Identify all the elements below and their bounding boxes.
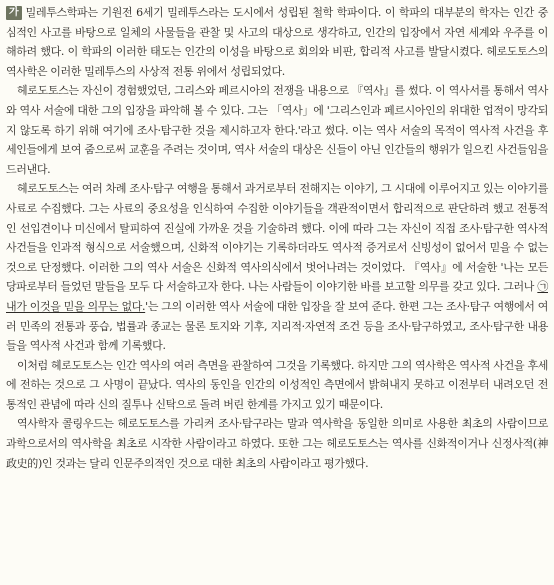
paragraph-3 — [6, 179, 548, 355]
paragraph-1-text: 밀레투스학파는 기원전 6세기 밀레투스라는 도시에서 성립된 철학 학파이다. 이 학파의 대부분의 학자는 인간 중심적인 사고를 바탕으로 일체의 사물들을 관찰 및 사고의 대상으로 생각하고, 인간의 입장에서 자연 세계와 우주를 이해하려 했다. 이 학파의 이러한 태도는 인간의 이성을 바탕으로 회의와 비판, 합리적 사고를 발달시켰다. 헤로도토스의 역사학은 이러한 밀레투스의 사상적 전통 위에서 성립되었다. — [6, 6, 548, 78]
paragraph-3-text-before: 헤로도토스는 여러 차례 조사·탐구 여행을 통해서 과거로부터 전해지는 이야기, 그 시대에 이루어지고 있는 이야기를 사료로 수집했다. 그는 사료의 중요성을 인식하여 수집한 이야기들을 객관적이면서 합리적으로 판단하려 했고 전통적인 선입견이나 미신에서 탈피하여 진실에 가까운 것을 기술하려 했다. 이에 따라 그는 자신이 직접 조사·탐구한 역사적 사건들을 인과적 형식으로 서술했으며, 신화적 이야기는 기록하더라도 역사적 증거로서 신빙성이 없어서 믿을 수 없는 것으로 단정했다. 이러한 그의 역사 서술은 신화적 역사의식에서 벗어나려는 것이었다. 『역사』에 서술한 '나는 모든 당파로부터 들었던 말들을 모두 다 서술하고자 한다. 나는 사람들이 이야기한 바를 보고할 의무를 갖고 있다. 그러나 — [6, 182, 548, 294]
paragraph-4-text: 이처럼 헤로도토스는 인간 역사의 여러 측면을 관찰하여 그것을 기록했다. 하지만 그의 역사학은 역사적 사건을 후세에 전하는 것으로 그 사명이 끝났다. 역사의 동인을 인간의 이성적인 측면에서 밝혀내지 못하고 이전부터 내려오던 전통적인 관념에 따라 신의 질투나 신탁으로 돌려 버린 한계를 가지고 있기 때문이다. — [6, 358, 548, 411]
paragraph-3-text-after: '는 그의 이러한 역사 서술에 대한 입장을 잘 보여 준다. 한편 그는 조사·탐구 여행에서 여러 민족의 전통과 풍습, 법률과 종교는 물론 토지와 기후, 지리적·자연적 조건 등을 조사·탐구하였고, 조사·탐구한 내용들을 역사적 사건과 함께 기록했다. — [6, 299, 548, 353]
paragraph-4 — [6, 356, 548, 415]
paragraph-5-text: 역사학자 콜링우드는 헤로도토스를 가리켜 조사·탐구라는 말과 역사학을 동일한 의미로 사용한 최초의 사람이므로 과학으로서의 역사학을 최초로 시작한 사람이라고 하였다. 또한 그는 헤로도토스는 역사를 신화적이거나 신정사적(神政史的)인 것과는 달리 인문주의적인 것으로 대한 최초의 사람이라고 평가했다. — [6, 417, 548, 470]
paragraph-2-text: 헤로도토스는 자신이 경험했었던, 그리스와 페르시아의 전쟁을 내용으로 『역사』를 썼다. 이 역사서를 통해서 역사와 역사 서술에 대한 그의 입장을 파악해 볼 수 있다. 그는 「역사」에 '그리스인과 페르시아인의 위대한 업적이 망각되지 않도록 하기 위해 여기에 조사·탐구한 것을 제시하고자 한다.'라고 썼다. 이는 역사 서술의 목적이 역사적 사건을 후세인들에게 보여 줌으로써 교훈을 주려는 것이며, 역사 서술의 대상은 신들이 아닌 인간들의 행위가 일으킨 사건들임을 드러낸다. — [6, 84, 548, 176]
section-badge: 가 — [6, 6, 22, 20]
paragraph-5 — [6, 414, 548, 473]
underlined-quote: ㉠내가 이것을 믿을 의무는 없다. — [6, 280, 548, 313]
paragraph-2 — [6, 81, 548, 179]
paragraph-1 — [6, 3, 548, 81]
